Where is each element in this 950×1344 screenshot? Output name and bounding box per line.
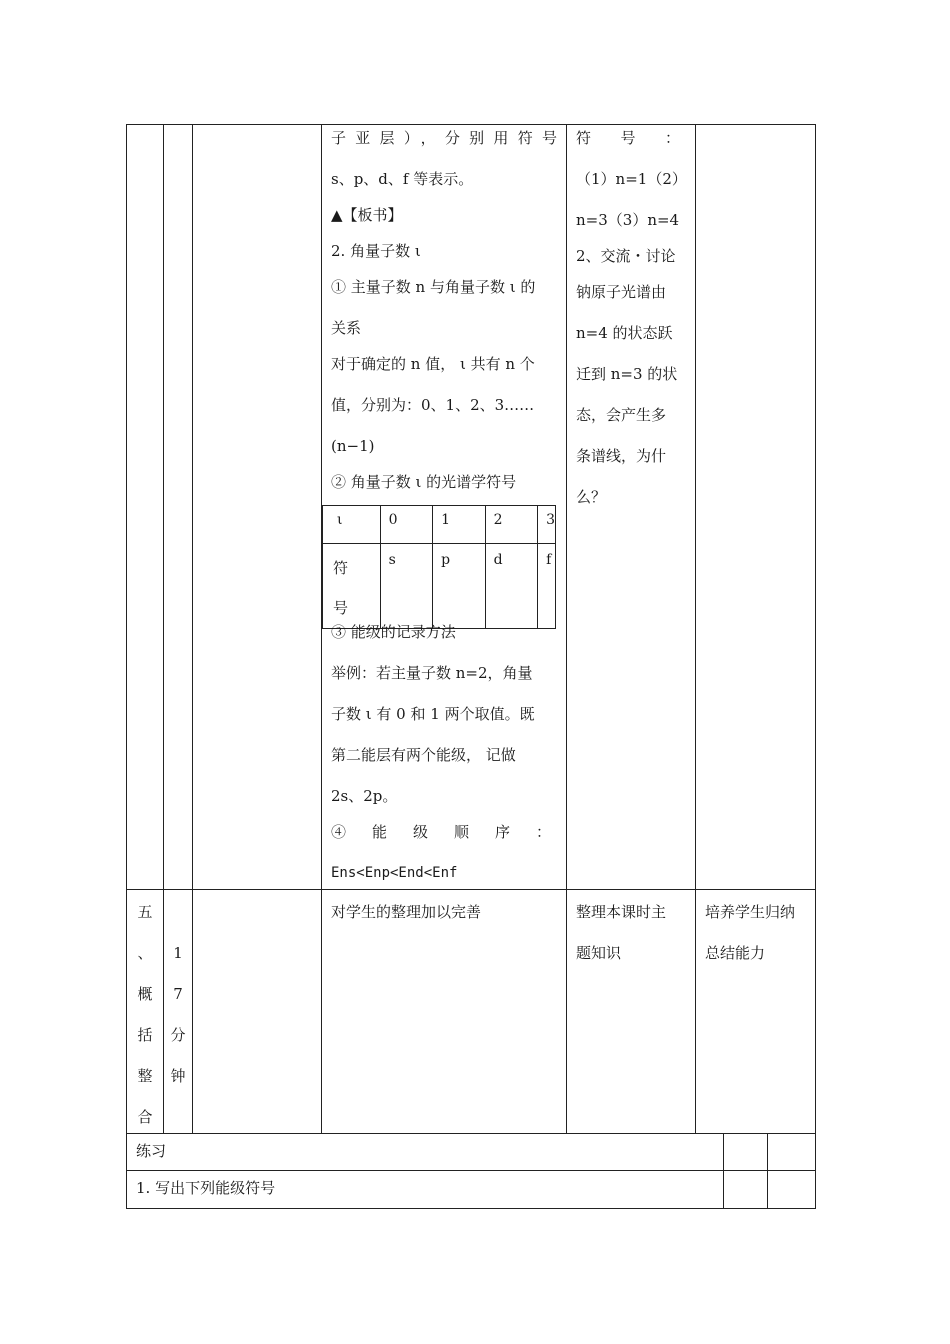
stage-label	[131, 892, 159, 1138]
text-line: 第二能层有两个能级， 记做	[331, 746, 516, 764]
stage-char: 五	[137, 903, 153, 921]
student-summary-text: 整理本课时主	[576, 903, 667, 921]
student-summary-text: 题知识	[576, 944, 622, 962]
label-char: 符	[333, 559, 349, 577]
table-border-left	[126, 124, 127, 1208]
label-char: 号	[333, 599, 349, 617]
text-line: 符 号 ：	[576, 129, 680, 147]
intent-text: 培养学生归纳	[705, 903, 796, 921]
row-divider	[126, 1133, 816, 1134]
text-line: 态，会产生多	[576, 406, 667, 424]
text-line: n=4 的状态跃	[576, 324, 673, 342]
text-line: ② 角量子数 ι 的光谱学符号	[331, 473, 517, 491]
time-char: 分	[170, 1026, 186, 1044]
column-divider	[566, 124, 567, 1133]
table-cell: 0	[380, 506, 432, 544]
text-line: 值，分别为：0、1、2、3……	[331, 396, 535, 414]
practice-title: 练习	[136, 1142, 167, 1160]
table-cell: f	[538, 544, 556, 629]
table-cell: 3	[538, 506, 556, 544]
time-char: 钟	[170, 1067, 186, 1085]
table-cell: d	[485, 544, 538, 629]
text-line: 子数 ι 有 0 和 1 两个取值。既	[331, 705, 535, 723]
quantum-symbol-table	[322, 505, 556, 629]
column-divider	[192, 124, 193, 1133]
stage-char: 合	[137, 1108, 153, 1126]
text-line: （1）n=1（2）	[576, 170, 687, 188]
text-line: n=3（3）n=4	[576, 211, 680, 229]
text-line: 么？	[576, 488, 607, 506]
text-line: s、p、d、f 等表示。	[331, 170, 474, 188]
practice-question: 1. 写出下列能级符号	[136, 1179, 276, 1197]
table-cell: s	[380, 544, 432, 629]
teacher-summary-text: 对学生的整理加以完善	[331, 903, 482, 921]
time-char: 1	[173, 944, 183, 962]
text-line: 2、交流・讨论	[576, 247, 676, 265]
row-divider	[126, 889, 816, 890]
text-line: ④ 能 级 顺 序 ：	[331, 823, 551, 841]
table-border-right	[815, 124, 816, 1208]
table-cell: 1	[433, 506, 485, 544]
stage-char: 概	[137, 985, 153, 1003]
time-char: 7	[173, 985, 183, 1003]
text-line: 2s、2p。	[331, 787, 398, 805]
text-line: ③ 能级的记录方法	[331, 623, 456, 641]
table-cell: 2	[485, 506, 538, 544]
time-label	[164, 933, 192, 1097]
table-cell: p	[433, 544, 485, 629]
text-line: 迁到 n=3 的状	[576, 365, 678, 383]
intent-text: 总结能力	[705, 944, 766, 962]
text-line: 子亚层），分别用符号	[331, 129, 557, 147]
table-border-bottom	[126, 1208, 816, 1209]
stage-char: 、	[137, 944, 153, 962]
formula-line: Ens<Enp<End<Enf	[331, 865, 458, 881]
column-divider	[723, 1133, 724, 1208]
stage-char: 整	[137, 1067, 153, 1085]
column-divider	[695, 124, 696, 1133]
text-line: ① 主量子数 n 与角量子数 ι 的	[331, 278, 536, 296]
text-line: 关系	[331, 319, 362, 337]
text-line: 举例：若主量子数 n=2，角量	[331, 664, 533, 682]
text-line: 条谱线，为什	[576, 447, 667, 465]
text-line: (n−1)	[331, 437, 375, 455]
board-heading: ▲【板书】	[331, 206, 403, 224]
column-divider	[767, 1133, 768, 1208]
table-cell: ι	[323, 506, 381, 544]
stage-char: 括	[137, 1026, 153, 1044]
section-heading: 2. 角量子数 ι	[331, 242, 421, 260]
text-line: 钠原子光谱由	[576, 283, 667, 301]
text-line: 对于确定的 n 值， ι 共有 n 个	[331, 355, 535, 373]
